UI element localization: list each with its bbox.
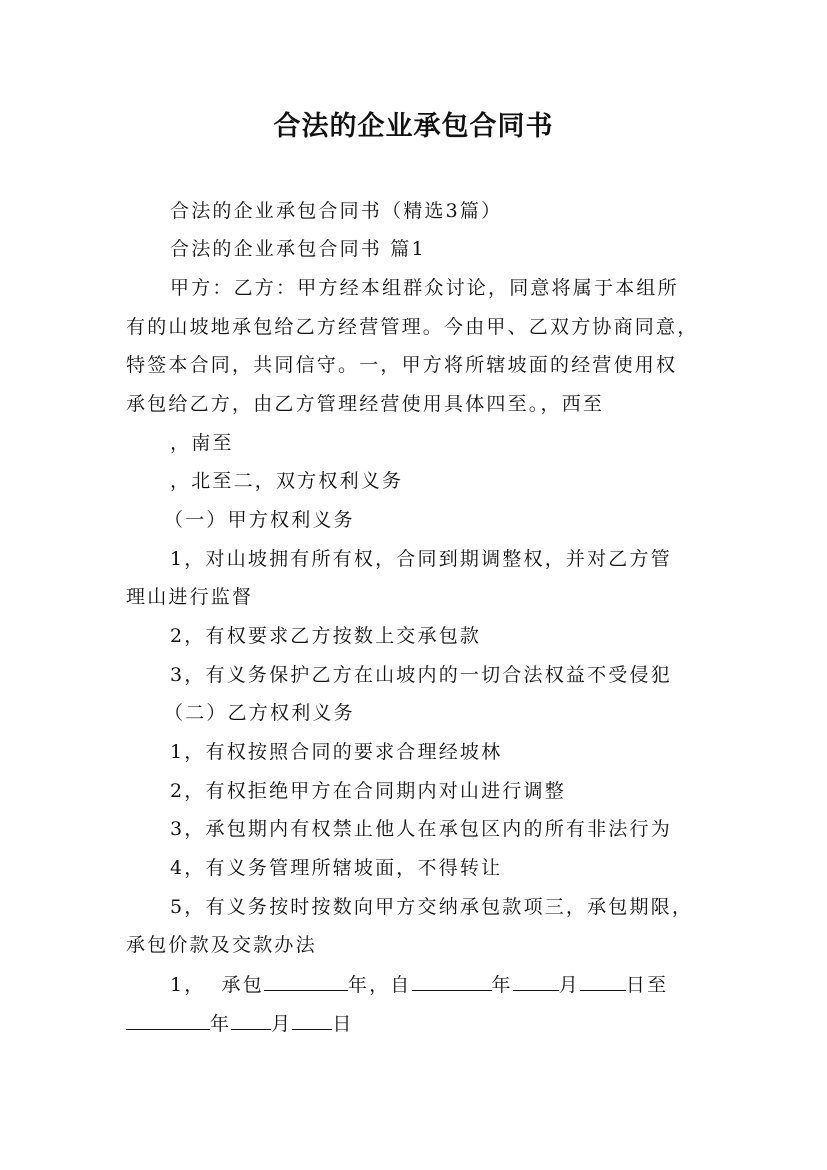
paragraph-line: 合法的企业承包合同书 篇1 [170, 238, 426, 260]
term-text: 年 [491, 974, 513, 996]
term-text: 月 [558, 974, 580, 996]
paragraph-line: 合法的企业承包合同书（精选3篇） [170, 200, 503, 222]
paragraph-line: 理山进行监督 [126, 586, 254, 608]
fill-in-blank [264, 972, 348, 991]
fill-in-blank [513, 972, 559, 991]
fill-in-blank [412, 972, 492, 991]
term-number: 1， [170, 974, 206, 996]
fill-in-blank [292, 1011, 332, 1030]
paragraph-line: 5，有义务按时按数向甲方交纳承包款项三，承包期限， [170, 896, 694, 918]
term-line [170, 972, 668, 997]
paragraph-line: 特签本合同，共同信守。一，甲方将所辖坡面的经营使用权 [126, 354, 678, 376]
paragraph-line: 承包价款及交款办法 [126, 934, 317, 956]
fill-in-blank [580, 972, 626, 991]
section-heading: （一）甲方权利义务 [164, 509, 355, 531]
paragraph-line: 2，有权拒绝甲方在合同期内对山进行调整 [170, 780, 566, 802]
paragraph-line: 有的山坡地承包给乙方经营管理。今由甲、乙双方协商同意， [126, 316, 699, 338]
paragraph-line: 3，承包期内有权禁止他人在承包区内的所有非法行为 [170, 818, 672, 840]
paragraph-line: 1，有权按照合同的要求合理经坡林 [170, 741, 503, 763]
term-text: 日至 [625, 974, 669, 996]
fill-in-blank [231, 1011, 271, 1030]
paragraph-line: 2，有权要求乙方按数上交承包款 [170, 625, 482, 647]
paragraph-line: ，南至 [170, 432, 234, 454]
term-text: 月 [271, 1013, 293, 1035]
fill-in-blank [126, 1011, 210, 1030]
term-text: 年，自 [347, 974, 412, 996]
paragraph-line: ，北至二，双方权利义务 [170, 470, 404, 492]
term-text: 承包 [221, 974, 264, 996]
paragraph-line: 甲方：乙方：甲方经本组群众讨论，同意将属于本组所 [170, 277, 679, 299]
document-title: 合法的企业承包合同书 [273, 111, 554, 142]
paragraph-line: 4，有义务管理所辖坡面，不得转让 [170, 857, 503, 879]
section-heading: （二）乙方权利义务 [164, 702, 355, 724]
paragraph-line: 1，对山坡拥有所有权，合同到期调整权，并对乙方管 [170, 548, 672, 570]
paragraph-line: 3，有义务保护乙方在山坡内的一切合法权益不受侵犯 [170, 664, 672, 686]
term-text: 日 [332, 1013, 354, 1035]
paragraph-line: 承包给乙方，由乙方管理经营使用具体四至。，西至 [126, 393, 605, 415]
term-line [126, 1011, 354, 1036]
term-text: 年 [210, 1013, 232, 1035]
